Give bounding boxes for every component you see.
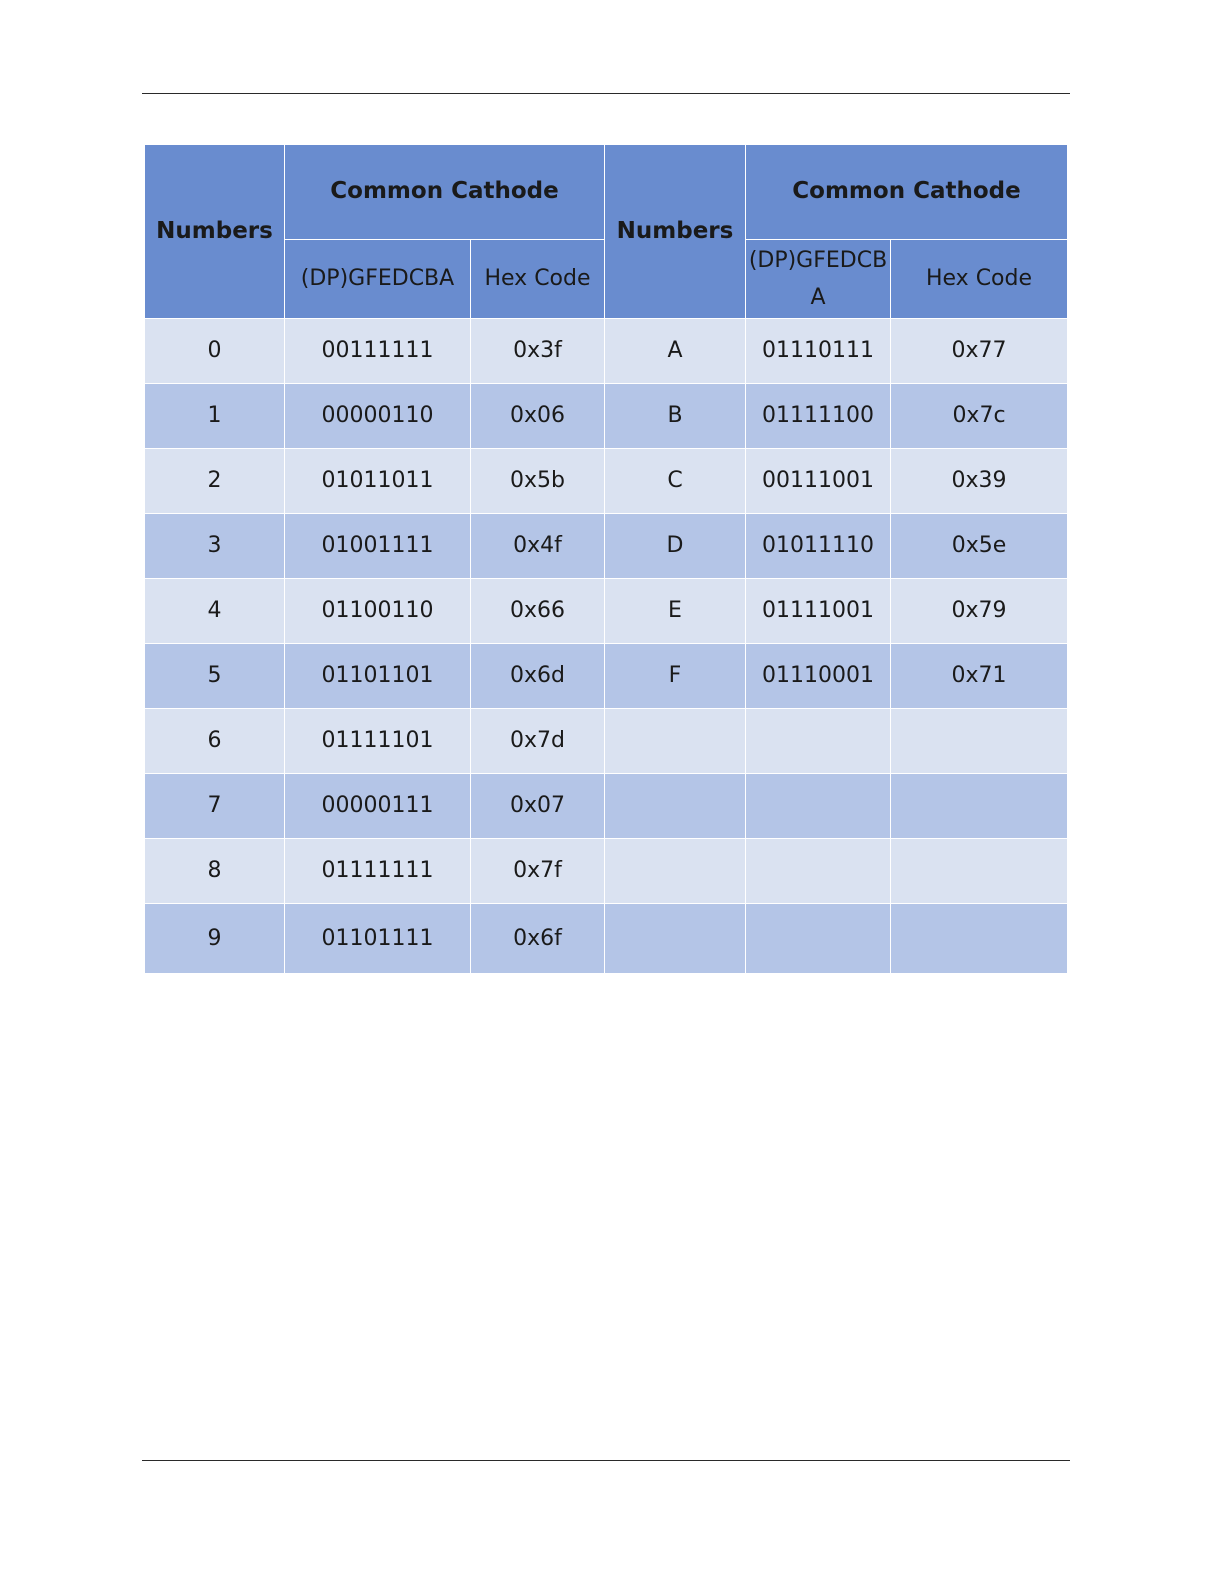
letter-cell [605,839,746,904]
hex-cell: 0x07 [471,774,605,839]
number-cell: 0 [145,319,285,384]
bits-cell-right [746,709,891,774]
bits-cell: 00000111 [285,774,471,839]
bits-header-right: (DP)GFEDCB A [746,240,891,319]
bits-cell-right [746,904,891,974]
number-cell: 1 [145,384,285,449]
table-row [145,384,1068,449]
hex-cell: 0x7f [471,839,605,904]
hex-cell: 0x06 [471,384,605,449]
header-rule [142,93,1070,94]
hex-cell-right [891,839,1068,904]
bits-cell-right [746,774,891,839]
letter-cell: C [605,449,746,514]
table-row [145,709,1068,774]
hex-cell-right: 0x71 [891,644,1068,709]
table-row [145,449,1068,514]
table-row [145,774,1068,839]
number-cell: 2 [145,449,285,514]
bits-cell: 01100110 [285,579,471,644]
number-cell: 7 [145,774,285,839]
hex-cell: 0x7d [471,709,605,774]
bits-cell: 01101101 [285,644,471,709]
bits-cell-right: 00111001 [746,449,891,514]
letter-cell: B [605,384,746,449]
hex-cell-right: 0x7c [891,384,1068,449]
numbers-header-right: Numbers [605,145,746,319]
table-row [145,514,1068,579]
number-cell: 8 [145,839,285,904]
hex-cell: 0x5b [471,449,605,514]
letter-cell: A [605,319,746,384]
table-row [145,904,1068,974]
letter-cell: D [605,514,746,579]
letter-cell [605,709,746,774]
bits-cell: 01111111 [285,839,471,904]
table-row [145,579,1068,644]
bits-cell: 01001111 [285,514,471,579]
hex-cell-right: 0x5e [891,514,1068,579]
seven-segment-code-table [144,144,1068,974]
table-row [145,839,1068,904]
hex-cell-right [891,709,1068,774]
bits-cell-right: 01011110 [746,514,891,579]
number-cell: 9 [145,904,285,974]
hex-cell: 0x66 [471,579,605,644]
hex-cell-right: 0x79 [891,579,1068,644]
table-row [145,319,1068,384]
hex-header-left: Hex Code [471,240,605,319]
hex-cell-right: 0x77 [891,319,1068,384]
hex-cell: 0x6d [471,644,605,709]
hex-cell: 0x3f [471,319,605,384]
number-cell: 4 [145,579,285,644]
hex-cell-right [891,774,1068,839]
table-row [145,644,1068,709]
footer-rule [142,1460,1070,1461]
hex-cell-right: 0x39 [891,449,1068,514]
bits-cell-right: 01111001 [746,579,891,644]
common-cathode-header-left: Common Cathode [285,145,605,240]
bits-cell-right: 01110111 [746,319,891,384]
hex-cell: 0x4f [471,514,605,579]
number-cell: 3 [145,514,285,579]
bits-cell-right: 01111100 [746,384,891,449]
number-cell: 6 [145,709,285,774]
bits-cell: 01111101 [285,709,471,774]
hex-header-right: Hex Code [891,240,1068,319]
bits-cell: 01011011 [285,449,471,514]
bits-cell: 00000110 [285,384,471,449]
bits-cell: 00111111 [285,319,471,384]
number-cell: 5 [145,644,285,709]
bits-cell-right: 01110001 [746,644,891,709]
numbers-header-left: Numbers [145,145,285,319]
hex-cell-right [891,904,1068,974]
hex-cell: 0x6f [471,904,605,974]
common-cathode-header-right: Common Cathode [746,145,1068,240]
letter-cell: F [605,644,746,709]
letter-cell [605,904,746,974]
bits-header-left: (DP)GFEDCBA [285,240,471,319]
bits-cell: 01101111 [285,904,471,974]
letter-cell [605,774,746,839]
letter-cell: E [605,579,746,644]
bits-cell-right [746,839,891,904]
